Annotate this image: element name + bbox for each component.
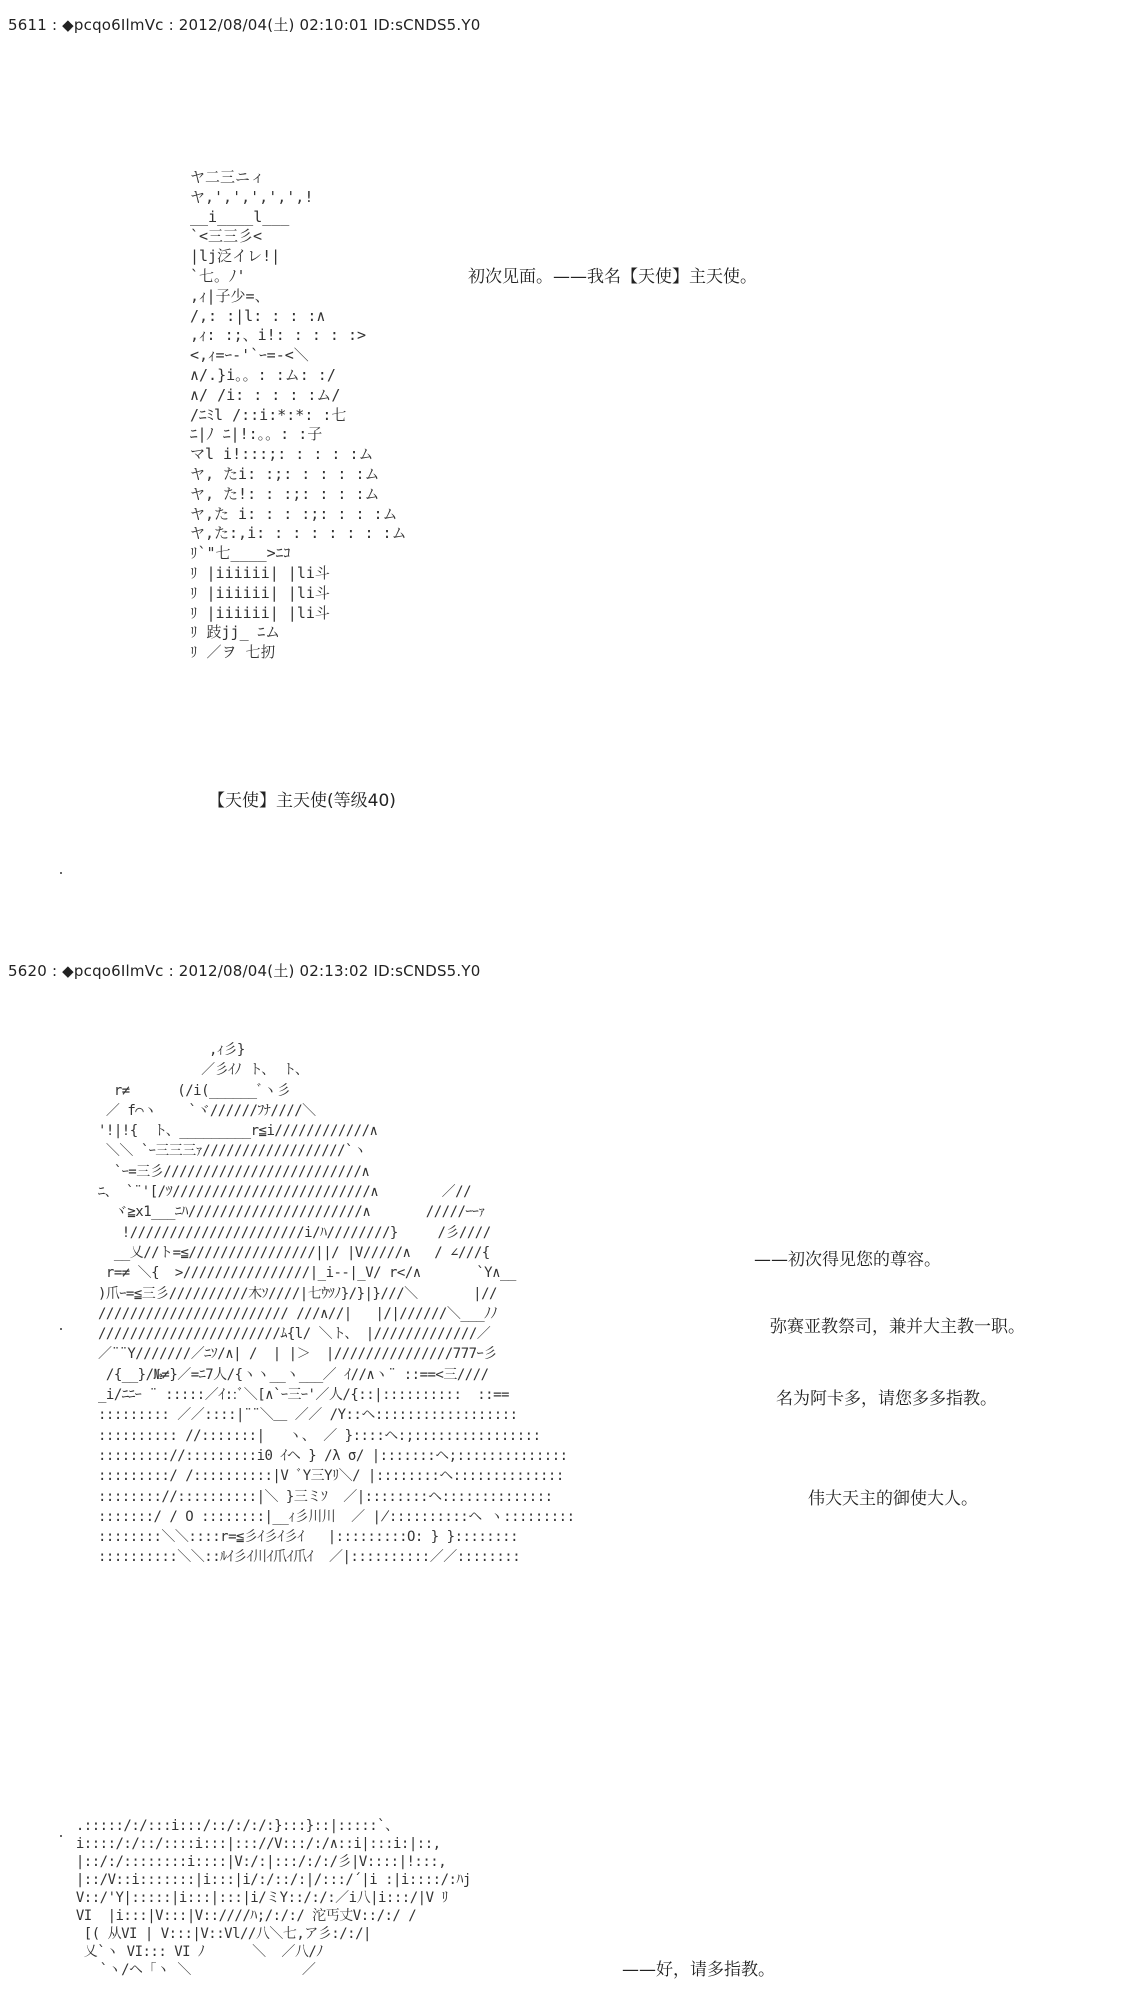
speech-line: 名为阿卡多，请您多多指教。 — [776, 1389, 997, 1409]
speech-line: 弥赛亚教祭司，兼并大主教一职。 — [770, 1317, 1025, 1337]
speech-line: ——好，请多指教。 — [622, 1960, 775, 1980]
separator-dot — [60, 1328, 62, 1330]
speech-line: 伟大天主的御使大人。 — [808, 1489, 978, 1509]
speech-line: ——初次得见您的尊容。 — [754, 1250, 941, 1270]
ascii-art-angel-portrait: ヤ二三ニィ ヤ,',',',',',! __i____l___ `<三三彡< |lj泛イレ!| `七。ﾉ' ,ｨ|子少=、 /,: :|l: : : :∧ ,ｨ: :;、i!: : : : :> <,ｨ=ｰ-'`ｰ=-<＼ ∧/.}i。。: :ム: :/ ∧/ /i: : : : :ム/ /ﾆﾐl /::i:*:*: :七 ﾆ|ﾉ ﾆ|!:。。: :子 マl i!:::;: : : : :ム ヤ, たi: :;: : : : :ム ヤ, た!: : :;: : : :ム ヤ,た i: : : :;: : : :ム ヤ,た:,i: : : : : : : :ム ﾘ`"七____>ﾆｺ ﾘ |iiiiii| |li斗 ﾘ |iiiiii| |li斗 ﾘ |iiiiii| |li斗 ﾘ 跂jj_ ﾆム ﾘ ／ヲ 七扨 — [190, 168, 407, 662]
separator-dot — [60, 872, 62, 874]
speech-line: 初次见面。——我名【天使】主天使。 — [468, 267, 757, 287]
ascii-art-angel-closeup: .:::::/:/:::i:::/::/:/:/:}:::}::|:::::`、 i::::/:/::/::::i:::|::://V:::/:/∧::i|:::i:|::, |::/:/::::::::i::::|V:/:|:::/:/:/彡|V::::|!:::, |::/V::i:::::::|i:::|i/:/::/:|/:::/´|i :|i::::/:ﾊj V::/'Y|:::::|i:::|:::|i/ミY::/:/:／i八|i:::/|V ﾘ VI |i:::|V:::|V::////ﾊ;/:/:/ 沱丐丈V::/:/ / [( 从VI | V:::|V::Vl//八＼七,ア彡:/:/| 乂`ヽ VI::: VI ﾉ ＼ ／八/ﾉ `ヽ/ヘ「ヽ ＼ ／ — [75, 1818, 471, 1978]
character-caption: 【天使】主天使(等级40) — [208, 791, 396, 811]
ascii-art-priest-bowing: ,ｨ彡} ／彡ｲﾉ ト、 ト、 r≠ (/i(______ﾞヽ彡 ／ f⌒ヽ `ヾ//////ﾌﾅ////＼ '!|!{ ト、_________r≦i////////////∧ ＼＼ `ｰ三三三ｧ//////////////////`ヽ `ｰ=三彡/////////////////////////∧ ﾆ、 `¨'[/ﾂ/////////////////////////∧ ／// ヾ≧x1___ﾆﾊ//////////////////////∧ /////ｰｰｧ !//////////////////////i/ﾊ////////} /彡//// __乂//ト=≦////////////////||/ |V/////∧ / ∠///{ r=≠ ＼{ >////////////////|_i--|_V/ r</∧ `Y∧__ )爪ｰ=≦三彡//////////木ｿ////|七ｳﾂﾉ}/}|}///＼ |// //////////////////////// ///∧//| |/|//////＼___ﾉﾉ ///////////////////////ﾑ{l/ ＼ト、 |/////////////／ ／¨¨Y///////／ﾆｿ/∧| / | |＞ |///////////////777ｰ彡 /{__}/№≠}／=ﾆ7人/{ヽヽ__ヽ___／ ｲ//∧ヽ¨ ::==<三//// _i/ﾆﾆｰ ¨ :::::／ｲ::ﾞ＼[∧`ｰ三ｰ'／人/{::|:::::::::: ::== ::::::::: ／／::::|¨¨＼＿ ／／ /Y::ヘ:::::::::::::::::: :::::::::: //:::::::| ヽ、 ／ }::::ヘ:;:::::::::::::::: ::::::::://:::::::::i0 ｲヘ } /λ σ/ |:::::::ヘ;:::::::::::::: :::::::::/ /::::::::::|V ﾞY三Yﾘ＼/ |::::::::ヘ:::::::::::::: :::::::://::::::::::|＼ }三ミｿ ／|::::::::ヘ:::::::::::::: :::::::/ / O ::::::::|__ｨ彡川川 ／ ∤::::::::::ヘ ヽ::::::::: ::::::::＼＼::::r=≦彡ｲ彡ｲ彡ｲ |:::::::::O: } }:::::::: ::::::::::＼＼::ﾙｲ彡ｲ川ｲ爪ｲ爪ｲ ／|::::::::::／／:::::::: — [98, 1042, 575, 1566]
post-header-5611: 5611 : ◆pcqo6IlmVc : 2012/08/04(土) 02:10:01 ID:sCNDS5.Y0 — [8, 16, 481, 34]
post-header-5620: 5620 : ◆pcqo6IlmVc : 2012/08/04(土) 02:13:02 ID:sCNDS5.Y0 — [8, 962, 481, 980]
